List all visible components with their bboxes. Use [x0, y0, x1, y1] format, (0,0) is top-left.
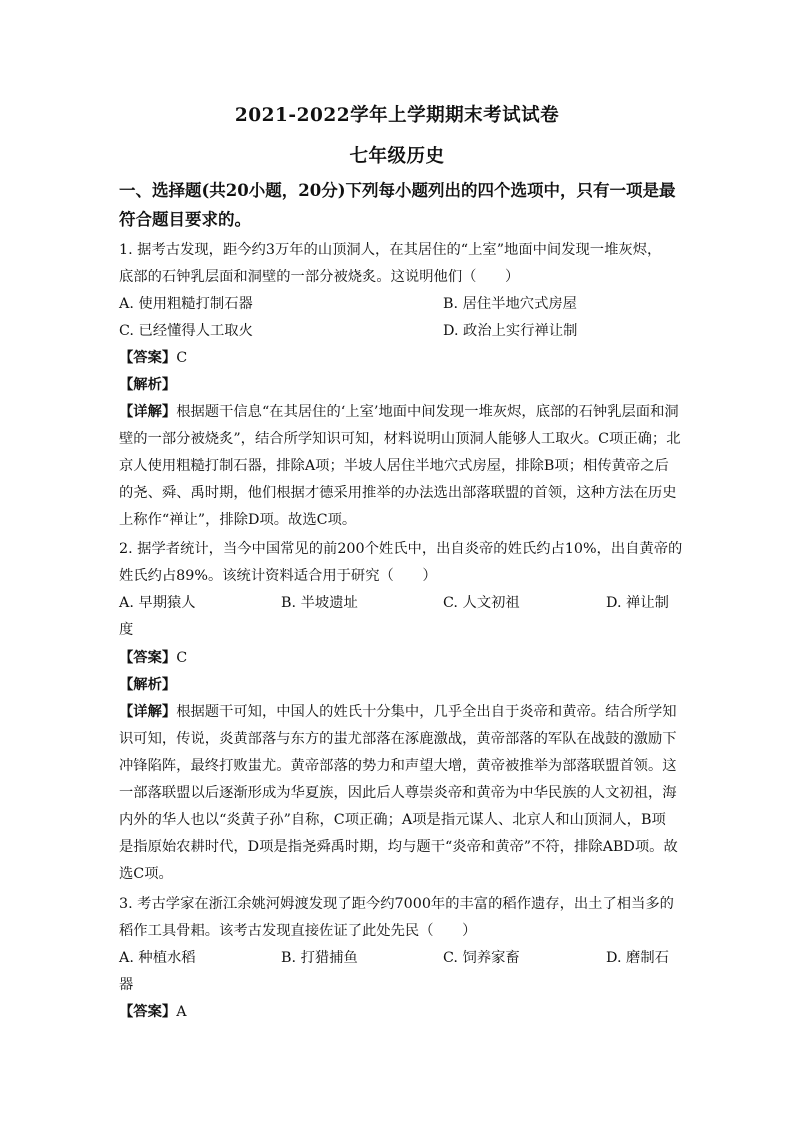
q2-option-d-wrap: 度: [119, 622, 134, 638]
q2-detail-line3: 冲锋陷阵，最终打败蚩尤。黄帝部落的势力和声望大增，黄帝被推举为部落联盟首领。这: [119, 758, 677, 774]
q1-detail-line2: 壁的一部分被烧炙”，结合所学知识可知，材料说明山顶洞人能够人工取火。C项正确；北: [119, 431, 681, 447]
detail-text: 根据题干可知，中国人的姓氏十分集中，几乎全出自于炎帝和黄帝。结合所学知: [176, 704, 677, 720]
answer-label: 【答案】: [119, 650, 177, 666]
q2-detail-line1: [119, 699, 679, 726]
q2-option-a: A. 早期猿人: [119, 595, 196, 611]
q2-analysis-label: 【解析】: [119, 677, 177, 693]
q2-answer: [119, 645, 679, 672]
q1-detail-line3: 京人使用粗糙打制石器，排除A项；半坡人居住半地穴式房屋，排除B项；相传黄帝之后: [119, 458, 669, 474]
q1-stem-line2: 底部的石钟乳层面和洞壁的一部分被烧炙。这说明他们（ ）: [119, 269, 520, 285]
q2-stem-line2: 姓氏约占89%。该统计资料适合用于研究（ ）: [119, 568, 437, 584]
answer-value: C: [176, 350, 188, 366]
exam-title: 2021-2022学年上学期期末考试试卷: [234, 105, 560, 126]
q2-option-c: C. 人文初祖: [443, 595, 520, 611]
q2-detail-line2: 识可知，传说，炎黄部落与东方的蚩尤部落在涿鹿激战，黄帝部落的军队在战鼓的激励下: [119, 731, 677, 747]
q1-option-a: A. 使用粗糙打制石器: [119, 296, 253, 312]
q3-stem-line1: 3. 考古学家在浙江余姚河姆渡发现了距今约7000年的丰富的稻作遗存，出土了相当多的: [119, 896, 674, 912]
q1-option-d: D. 政治上实行禅让制: [443, 323, 578, 339]
q1-option-b: B. 居住半地穴式房屋: [443, 296, 577, 312]
answer-value: C: [176, 650, 188, 666]
q1-detail-line4: 的尧、舜、禹时期，他们根据才德采用推举的办法选出部落联盟的首领，这种方法在历史: [119, 485, 677, 501]
detail-label: 【详解】: [119, 404, 177, 420]
detail-label: 【详解】: [119, 704, 177, 720]
q3-option-d: D. 磨制石: [606, 950, 669, 966]
q1-option-c: C. 已经懂得人工取火: [119, 323, 253, 339]
q1-stem-line1: 1. 据考古发现，距今约3万年的山顶洞人，在其居住的“上室”地面中间发现一堆灰烬，: [119, 242, 662, 258]
q2-option-d: D. 禅让制: [606, 595, 669, 611]
q2-option-b: B. 半坡遗址: [281, 595, 358, 611]
detail-text: 根据题干信息“在其居住的‘上室’地面中间发现一堆灰烬，底部的石钟乳层面和洞: [176, 404, 679, 420]
q1-analysis-label: 【解析】: [119, 377, 177, 393]
q2-detail-line7: 选C项。: [119, 866, 173, 882]
q2-stem-line1: 2. 据学者统计，当今中国常见的前200个姓氏中，出自炎帝的姓氏约占10%，出自黄帝的: [119, 541, 683, 557]
q3-stem-line2: 稻作工具骨耜。该考古发现直接佐证了此处先民（ ）: [119, 923, 477, 939]
q2-detail-line6: 是指原始农耕时代，D项是指尧舜禹时期，均与题干“炎帝和黄帝”不符，排除ABD项。故: [119, 839, 678, 855]
answer-label: 【答案】: [119, 350, 177, 366]
answer-value: A: [176, 1004, 187, 1020]
q1-detail-line1: [119, 399, 679, 426]
q2-detail-line4: 一部落联盟以后逐渐形成为华夏族，因此后人尊崇炎帝和黄帝为中华民族的人文初祖，海: [119, 785, 677, 801]
q1-detail-line5: 上称作“禅让”，排除D项。故选C项。: [119, 512, 357, 528]
q3-option-d-wrap: 器: [119, 977, 134, 993]
exam-subtitle: 七年级历史: [349, 146, 445, 167]
answer-label: 【答案】: [119, 1004, 177, 1020]
section-heading-line2: 符合题目要求的。: [119, 210, 251, 229]
q3-option-c: C. 饲养家畜: [443, 950, 520, 966]
q3-option-a: A. 种植水稻: [119, 950, 196, 966]
q1-answer: [119, 345, 679, 372]
section-heading-line1: 一、选择题(共20小题，20分)下列每小题列出的四个选项中，只有一项是最: [119, 181, 676, 200]
q2-detail-line5: 内外的华人也以“炎黄子孙”自称，C项正确；A项是指元谋人、北京人和山顶洞人，B项: [119, 812, 666, 828]
q3-answer: [119, 999, 679, 1026]
q3-option-b: B. 打猎捕鱼: [281, 950, 358, 966]
